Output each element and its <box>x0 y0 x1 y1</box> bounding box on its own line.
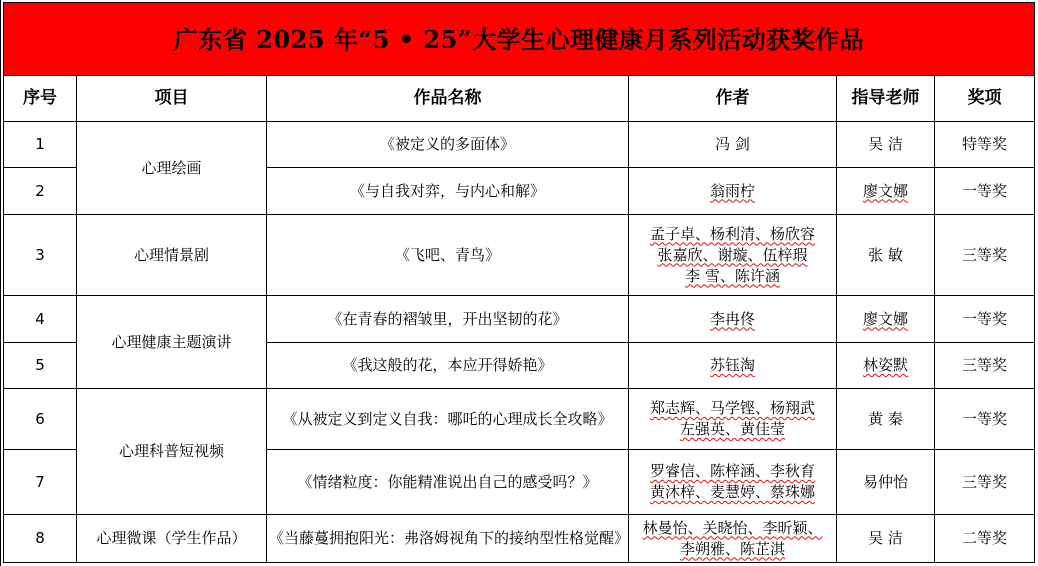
work-cell: 《被定义的多面体》 <box>267 122 629 168</box>
table-row <box>4 515 1035 563</box>
title-row <box>4 3 1035 76</box>
header-advisor: 指导老师 <box>837 76 935 122</box>
advisor-cell <box>837 296 935 343</box>
author-line: 左强英、黄佳莹 <box>679 420 785 438</box>
seq-cell: 7 <box>4 450 77 515</box>
author-line: 郑志辉、马学铿、杨翔武 <box>649 399 815 417</box>
award-cell: 二等奖 <box>935 515 1035 563</box>
awards-table <box>3 2 1035 563</box>
advisor-name: 廖文娜 <box>862 181 908 200</box>
work-cell: 《我这般的花，本应开得娇艳》 <box>267 343 629 389</box>
category-cell: 心理情景剧 <box>77 215 267 296</box>
author-line: 黄沐梓、麦慧婷、蔡珠娜 <box>649 483 815 501</box>
seq-cell: 6 <box>4 389 77 450</box>
category-cell: 心理微课（学生作品） <box>77 515 267 563</box>
work-cell: 《在青春的褶皱里，开出坚韧的花》 <box>267 296 629 343</box>
award-cell: 一等奖 <box>935 296 1035 343</box>
work-cell: 《情绪粒度：你能精准说出自己的感受吗？》 <box>267 450 629 515</box>
author-line: 李 雪、陈许涵 <box>685 266 780 285</box>
header-author: 作者 <box>629 76 837 122</box>
author-cell <box>629 215 837 296</box>
author-line: 张嘉欣、谢璇、伍梓瑕 <box>657 245 808 264</box>
table-row <box>4 296 1035 343</box>
category-cell: 心理绘画 <box>77 122 267 215</box>
header-row <box>4 76 1035 122</box>
author-line: 苏钰淘 <box>709 356 755 374</box>
work-cell: 《当藤蔓拥抱阳光：弗洛姆视角下的接纳型性格觉醒》 <box>267 515 629 563</box>
author-cell <box>629 450 837 515</box>
header-award: 奖项 <box>935 76 1035 122</box>
author-line: 罗睿信、陈梓涵、李秋育 <box>649 462 815 480</box>
author-cell <box>629 122 837 168</box>
author-cell <box>629 296 837 343</box>
author-cell <box>629 515 837 563</box>
seq-cell: 2 <box>4 168 77 215</box>
page-left-border <box>0 0 1 566</box>
author-line: 林曼怡、关晓怡、李昕颖、 <box>642 518 823 537</box>
award-cell: 三等奖 <box>935 215 1035 296</box>
award-cell: 特等奖 <box>935 122 1035 168</box>
award-cell: 三等奖 <box>935 450 1035 515</box>
awards-sheet <box>3 2 1034 563</box>
author-line: 孟子卓、杨利清、杨欣容 <box>649 224 815 243</box>
author-line: 李冉佟 <box>709 309 755 328</box>
advisor-cell: 张 敏 <box>837 215 935 296</box>
advisor-cell: 易仲怡 <box>837 450 935 515</box>
award-cell: 一等奖 <box>935 389 1035 450</box>
advisor-cell: 黄 秦 <box>837 389 935 450</box>
author-cell <box>629 168 837 215</box>
advisor-name: 林姿默 <box>862 356 908 374</box>
work-cell: 《从被定义到定义自我：哪吒的心理成长全攻略》 <box>267 389 629 450</box>
seq-cell: 5 <box>4 343 77 389</box>
advisor-cell <box>837 343 935 389</box>
author-line: 翁雨柠 <box>709 181 755 200</box>
author-line: 冯 剑 <box>715 135 750 153</box>
advisor-cell: 吴 洁 <box>837 122 935 168</box>
header-seq: 序号 <box>4 76 77 122</box>
category-cell: 心理健康主题演讲 <box>77 296 267 389</box>
table-row <box>4 389 1035 450</box>
advisor-name: 廖文娜 <box>862 309 908 328</box>
table-title: 广东省 2025 年“5 • 25”大学生心理健康月系列活动获奖作品 <box>4 3 1035 76</box>
category-cell: 心理科普短视频 <box>77 389 267 515</box>
seq-cell: 3 <box>4 215 77 296</box>
advisor-cell: 吴 洁 <box>837 515 935 563</box>
seq-cell: 8 <box>4 515 77 563</box>
work-cell: 《飞吧、青鸟》 <box>267 215 629 296</box>
seq-cell: 1 <box>4 122 77 168</box>
header-work: 作品名称 <box>267 76 629 122</box>
author-cell <box>629 343 837 389</box>
award-cell: 三等奖 <box>935 343 1035 389</box>
work-cell: 《与自我对弈，与内心和解》 <box>267 168 629 215</box>
author-line: 李朔雅、陈芷淇 <box>679 539 785 558</box>
award-cell: 一等奖 <box>935 168 1035 215</box>
table-row <box>4 122 1035 168</box>
seq-cell: 4 <box>4 296 77 343</box>
advisor-cell <box>837 168 935 215</box>
table-row <box>4 215 1035 296</box>
author-cell <box>629 389 837 450</box>
header-category: 项目 <box>77 76 267 122</box>
